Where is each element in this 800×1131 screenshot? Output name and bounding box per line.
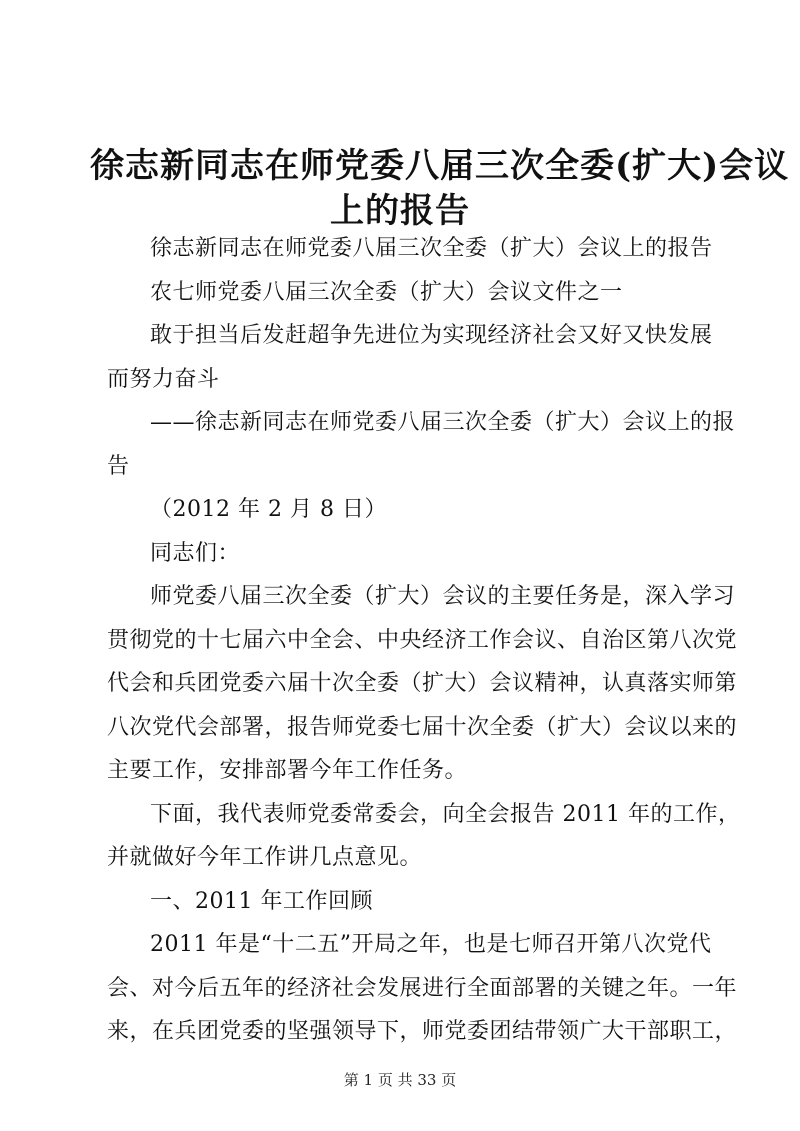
report-byline-line-1: ——徐志新同志在师党委八届三次全委（扩大）会议上的报	[150, 410, 736, 435]
subtitle-line: 徐志新同志在师党委八届三次全委（扩大）会议上的报告	[150, 236, 713, 261]
document-title-line-2: 上的报告	[330, 191, 470, 231]
salutation: 同志们：	[150, 540, 241, 566]
body-paragraph-2-line-1: 下面，我代表师党委常委会，向全会报告 2011 年的工作，	[150, 801, 741, 827]
report-byline-line-2: 告	[107, 453, 130, 479]
document-title-line-1: 徐志新同志在师党委八届三次全委(扩大)会议	[90, 146, 790, 186]
section-heading-1: 一、2011 年工作回顾	[150, 888, 373, 914]
body-paragraph-1-line-3: 代会和兵团党委六届十次全委（扩大）会议精神，认真落实师第	[107, 671, 738, 696]
report-date: （2012 年 2 月 8 日）	[150, 497, 387, 522]
body-paragraph-1-line-2: 贯彻党的十七届六中全会、中央经济工作会议、自治区第八次党	[107, 627, 738, 653]
body-paragraph-3-line-3: 来，在兵团党委的坚强领导下，师党委团结带领广大干部职工，	[107, 1019, 738, 1044]
body-paragraph-3-line-2: 会、对今后五年的经济社会发展进行全面部署的关键之年。一年	[107, 975, 738, 1001]
body-paragraph-3-line-1: 2011 年是“十二五”开局之年，也是七师召开第八次党代	[150, 932, 712, 957]
body-paragraph-1-line-1: 师党委八届三次全委（扩大）会议的主要任务是，深入学习	[150, 584, 736, 609]
body-paragraph-1-line-5: 主要工作，安排部署今年工作任务。	[107, 758, 468, 783]
page-footer: 第 1 页 共 33 页	[343, 1070, 457, 1089]
report-heading-line-2: 而努力奋斗	[107, 366, 220, 392]
body-paragraph-1-line-4: 八次党代会部署，报告师党委七届十次全委（扩大）会议以来的	[107, 714, 738, 740]
document-series-line: 农七师党委八届三次全委（扩大）会议文件之一	[150, 279, 623, 305]
body-paragraph-2-line-2: 并就做好今年工作讲几点意见。	[107, 845, 423, 870]
report-heading-line-1: 敢于担当后发赶超争先进位为实现经济社会又好又快发展	[150, 323, 713, 348]
